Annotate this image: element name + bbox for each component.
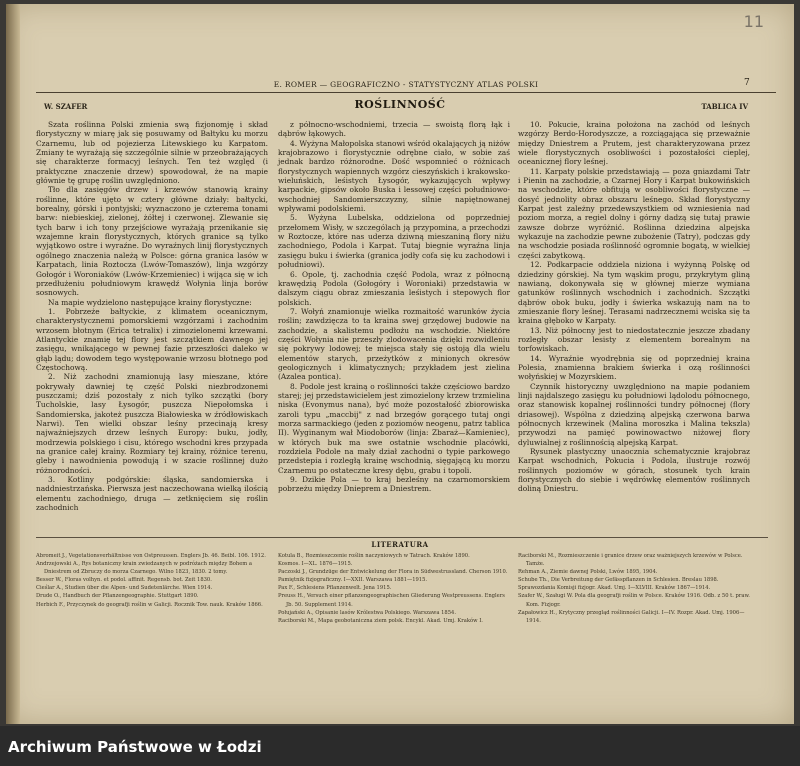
archive-footer — [0, 726, 800, 766]
paragraph: Rysunek plastyczny unaocznia schematycznie krajobraz Karpat wschodnich, Pokucia i Podola, ilustruje rozwój roślinnych poziomów w górach, stosunek tych krain florystycznych do siebie i wędrówkę elementów roślinnych doliną Dniestru. — [518, 447, 750, 494]
paragraph: 4. Wyżyna Małopolska stanowi wśród okalających ją niżów krajobrazowo i florystycznie odrębne ciało, w sobie zaś jednak bardzo różnorodne. Dość wspomnieć o różnicach florystycznych wapiennych wzgórz cieszyńskich i krakowsko-wieluńskich, leśistych Łysogór, wykazujących wpływy karpackie, gipsów około Buska i lessowej części południowo-wschodniej Sandomierszczyzny, silnie napiętnowanej wpływami podolskiemi. — [278, 138, 510, 214]
paragraph: 12. Podkarpacie oddziela niziona i wyżynną Polskę od dziedziny górskiej. Na tym wąskim progu, przykrytym gliną nawianą, dokonywała się w głównej mierze wymiana gatunków roślinnych wschodnich i zachodnich. Szczątki dąbrów obok buku, jodły i świerka wskazują nam na to zmieszanie flory leśnej. Terasami nadrzecznemi wciska się ta kraina głęboko w Karpaty. — [518, 260, 750, 326]
paragraph: 11. Karpaty polskie przedstawiają — poza gniazdami Tatr i Pienin na zachodzie, a Czarnej Hory i Karpat bukowińskich na wschodzie, które obfitują w osobliwości florystyczne — dosyć jednolity obraz obszaru leśnego. Skład florystyczny Karpat jest zależny przedewszystkiem od wzniesienia nad poziom morza, a regiel dolny i górny dadzą się tutaj prawie zawsze dobrze wyróżnić. Roślinna dziedzina alpejska wykazuje na zachodzie pewne zubożenie (Tatry), podczas gdy na wschodzie posiada roślinność ogromnie bogatą, w wielkiej części zabytkową. — [518, 166, 750, 260]
article-title: ROŚLINNOŚĆ — [354, 98, 446, 111]
reference: Preuss H., Versuch einer pflanzengeographischen Gliederung Westpreussens. Englers Jb. 50. Supplement 1914. — [278, 593, 505, 608]
reference: Besser W., Floras volhyn. et podol. affinit. Regensb. bot. Zeit 1830. — [36, 577, 212, 584]
reference: Pamiętnik fizjograficzny. I—XXII. Warszawa 1881—1915. — [278, 577, 428, 584]
reference: Herbich F., Przyczynek do geografji roślin w Galicji. Rocznik Tow. nauk. Kraków 1866. — [36, 601, 263, 608]
text-column-2 — [278, 120, 510, 494]
paragraph: 8. Podole jest krainą o roślinności także częściowo bardzo starej; jej przedstawicielem jest zimozielony krzew trzmielina niska (Evonymus nana), być może pozostałość zbiorowiska zaroli typu „maccbij" z nad brzegów gorącego tutaj ongi morza sarmackiego (jeden z poziomów neogenu, patrz tablica II). Wyginanym wał Miodoborów (linja: Zbaraż—Kamieniec), w których buk ma swe ostatnie wschodnie placówki, rozdziela Podole na mały dział zachodni o typie parkowego przedstepia i rozległą krainę wschodnią, sięgającą ku morzu Czarnemu po ostateczne kresy dębu, grabu i topoli. — [278, 381, 510, 475]
plate-label: TABLICA IV — [701, 102, 748, 111]
paragraph: 6. Opole, tj. zachodnia część Podola, wraz z północną krawędzią Podola (Gołogóry i Woroniaki) przedstawia w dalszym ciągu obraz zmieszania leśistych i stepowych flor polskich. — [278, 269, 510, 307]
reference: Kotula B., Rozmieszczenie roślin naczyniowych w Tatrach. Kraków 1890. — [278, 553, 470, 559]
atlas-page — [6, 4, 794, 724]
pencil-page-marker: 11 — [743, 12, 764, 31]
reference: Rehman A., Ziemie dawnej Polski, Lwów 1895, 1904. — [518, 569, 658, 576]
paragraph: 7. Wołyń znamionuje wielka rozmaitość warunków życia roślin; zawdzięcza to ta kraina swej grzędowej budowie na zachodzie, a skalistemu podłożu na wschodzie. Niektóre części Wołynia nie przeszły zlodowacenia dzięki rozwidleniu się pokrywy lodowej; te miejsca stały się ostoją dla wielu elementów starych, przeżytków z minionych okresów geologicznych i klimatycznych; przykładem jest zielina (Azalea pontica). — [278, 306, 510, 382]
paragraph: 1. Pobrzeże bałtyckie, z klimatem oceanicznym, charakterystycznemi pomorskiemi wzgórzami i zachodnim wrzosem błotnym (Erica tetralix) i zimozielonemi krzewami. Atlantyckie znamię tej flory jest szczątkiem dawnego jej zasięgu, wnikającego w pewnej fazie przeszłości daleko w głąb lądu; dowodem tego występowanie wrzosu błotnego pod Częstochową. — [36, 306, 268, 372]
reference: Zapałowicz H., Krytyczny przegląd roślinności Galicji. I—IV. Rozpr. Akad. Umj. 1906—1914. — [518, 609, 745, 624]
paragraph: 9. Dzikie Pola — to kraj bezleśny na czarnomorskiem pobrzeżu między Dnieprem a Dniestrem. — [278, 475, 510, 494]
literature-column-3 — [518, 552, 750, 625]
text-column-1 — [36, 120, 268, 512]
paragraph: 13. Niż północny jest to niedostatecznie jeszcze zbadany rozległy obszar lesisty z elementem borealnym na torfowiskach. — [518, 325, 750, 354]
reference: Kosmos. I—XL. 1876—1915. — [278, 561, 353, 568]
reference: Połujański A., Opisanie lasów Królestwa Polskiego. Warszawa 1854. — [278, 609, 456, 616]
reference: Schube Th., Die Verbreitung der Gefässpflanzen in Schlesien. Breslau 1898. — [518, 577, 719, 584]
paragraph: z północno-wschodniemi, trzecia — swoistą florą łąk i dąbrów łąkowych. — [278, 120, 510, 139]
literature-column-2 — [278, 552, 510, 625]
paragraph: 2. Niż zachodni znamionują lasy mieszane, które pokrywały dawniej tę część Polski niezbrodzonemi puszczami; dziś pozostały z nich tylko szczątki (bory Tucholskie, lasy Łysogór, puszcza Niepołomska i Sandomierska, jakoteż puszcza Białowieska w źródłowiskach Narwi). Ten wielki obszar leśny przecinają kresy najważniejszych drzew leśnych Europy: buku, jodły, modrzewia polskiego i cisu, którego wschodni kres przypada na granice całej krainy. Rozmiary tej krainy, różnice terenu, gleby i nawodnienia powodują i w szacie roślinnej dużo różnorodności. — [36, 372, 268, 475]
paragraph: 3. Kotliny podgórskie: śląska, sandomierska i naddniestrzańska. Pierwsza jest naczechowana wielką ilością elementu zachodniego, druga — zetknięciem się roślin zachodnich — [36, 475, 268, 513]
paragraph: Tło dla zasięgów drzew i krzewów stanowią krainy roślinne, które ujęto w cztery główne działy: bałtycki, borealny, górski i pontyjski; wyznaczono je czterema tonami barw: niebieskiej, zielonej, żółtej i czerwonej. Zlewanie się tych barw i ich tony przejściowe wyrażają przenikanie się wzajemne krain florystycznych, których granice są tylko wyjątkowo ostre i wyraźne. Do wyraźnych linij florystycznych ogólnego znaczenia należą w Polsce: górna granica lasów w Karpatach, linia Roztocza (Lwów-Tomaszów), linja wzgórzy Gołogór i Woroniaków (Lwów-Krzemieniec) i wijąca się w ich przedłużeniu południowym krawędź Wołynia linja borów sosnowych. — [36, 185, 268, 298]
reference: Raciborski M., Rozmieszczenie i granice drzew oraz ważniejszych krzewów w Polsce. Tamże. — [518, 553, 743, 568]
reference: Pax F., Schlesiens Pflanzenwelt. Jena 1915. — [278, 585, 392, 592]
page-number: 7 — [743, 78, 750, 88]
reference: Raciborski M., Mapa geobotaniczna ziem polsk. Encykl. Akad. Umj. Kraków I. — [278, 617, 483, 624]
paragraph: 14. Wyraźnie wyodrębnia się od poprzedniej kraina Polesia, znamienna brakiem świerka i ozą roślinności wołyńskiej w Mozyrskiem. — [518, 353, 750, 382]
paragraph: Szata roślinna Polski zmienia swą fizjonomję i skład florystyczny w miarę jak się posuwamy od Bałtyku ku morzu Czarnemu, lub od pojezierza Litewskiego ku Karpatom. Zmiany te wyrażają się szczególnie silnie w przeobrażających się charakterze formacyj leśnych. Ten też względ (i praktyczne znaczenie drzew) spowodował, że na mapie głównie tę grupę roślin uwzględniono. — [36, 120, 268, 186]
paragraph: Na mapie wydzielono następujące krainy florystyczne: — [48, 297, 252, 307]
paragraph: Czynnik historyczny uwzględniono na mapie podaniem linji najdalszego zasięgu ku południowi lądolodu północnego, oraz stanowisk kopalnej roślinności tundry północnej (flory driasowej). Wspólna z dziedziną alpejską czerwona barwa północnych krzewinek (Malina moroszka i Malina tekszla) przywodzi na pamięć powinowactwo niżowej flory dyluwialnej z roślinnością alpejską Karpat. — [518, 381, 750, 447]
archive-label: Archiwum Państwowe w Łodzi — [8, 738, 262, 756]
reference: Sprawozdania Komisji fizjogr. Akad. Umj. I—XLVIII. Kraków 1867—1914. — [518, 585, 711, 592]
literature-heading: LITERATURA — [371, 540, 429, 549]
running-header — [36, 76, 776, 93]
running-title: E. ROMER — GEOGRAFICZNO - STATYSTYCZNY ATLAS POLSKI — [273, 80, 539, 89]
author-name: W. SZAFER — [44, 102, 88, 111]
reference: Cieślar A., Studien über die Alpen- und Sudetenlärche. Wien 1914. — [36, 585, 213, 592]
reference: Szafer W., Szaługi W. Pola dla geografji roślin w Polsce. Kraków 1916. Odb. z 50 t. praw. Kom. Fizjogr. — [518, 593, 750, 608]
paragraph: 5. Wyżyna Lubelska, oddzielona od poprzedniej przełomem Wisły, w szczególach ją przypomina, a przechodzi w Roztocze, które nas uderza dziwną mieszaniną flory niżu zachodniego, Podola i Karpat. Tutaj biegnie wyraźna linja zasięgu buku i świerka (granica jodły cofa się ku zachodowi i południowi). — [278, 213, 510, 270]
literature-column-1 — [36, 552, 268, 609]
reference: Paczoski J., Grundzüge der Entwickelung der Flora in Südwestrussland. Cherson 1910. — [278, 569, 508, 576]
reference: Abromeit J., Vegetationsverhältnisse von Ostpreussen. Englers Jb. 46. Beibl. 106. 1912. — [36, 553, 266, 559]
literature-divider — [36, 537, 768, 538]
reference: Andrzejowski A., Rys botaniczny krain zwiedzanych w podróżach między Bohem a Dniestrem od Zbruczy do morza Czarnego. Wilno 1823, 1830. 2 tomy. — [36, 561, 252, 576]
text-column-3 — [518, 120, 750, 494]
reference: Drude O., Handbuch der Pflanzengeographie. Stuttgart 1890. — [36, 593, 199, 600]
paragraph: 10. Pokucie, kraina położona na zachód od leśnych wzgórzy Berdo-Horodyszcze, a rozciągająca się przeważnie między Dniestrem a Prutem, jest charakteryzowana przez wiele florystycznych osobliwości i pozostałości cieplej, oceanicznej flory leśnej. — [518, 120, 750, 167]
